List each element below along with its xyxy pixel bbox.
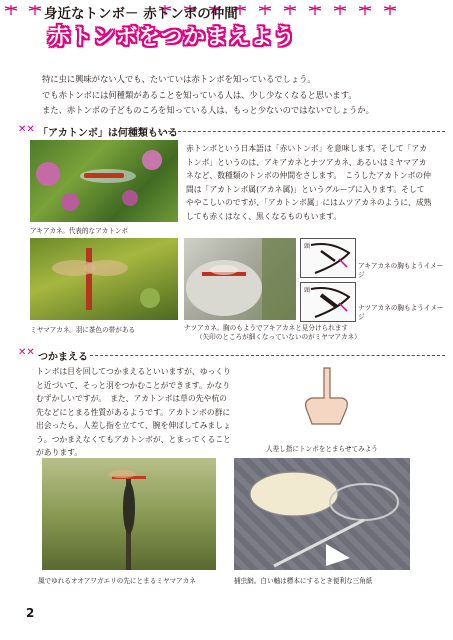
finger-illustration [284, 364, 362, 428]
dragonfly-border-left [4, 4, 42, 16]
caption-insect-net: 捕虫網。白い軸は標本にするとき便利な三角紙 [234, 577, 373, 585]
diagram-natsu-akane-chest [300, 282, 356, 322]
dragonfly-icon [383, 4, 397, 16]
intro-paragraph [42, 72, 442, 119]
section-title: 身近なトンボ－ 赤トンボの仲間 [44, 6, 238, 22]
cross-mark-icon: ✕✕ [18, 124, 35, 135]
divider [90, 355, 445, 361]
dragonfly-icon [4, 4, 18, 16]
caption-miyama-akane: ミヤマアカネ。羽に茶色の帯がある [30, 326, 136, 334]
dragonfly-icon [308, 4, 322, 16]
photo-ooawagaeri [42, 458, 216, 570]
intro-line: でも赤トンボには何種類があることを知っている人は、少し少なくなると思います。 [42, 89, 357, 100]
divider [158, 131, 445, 137]
caption-natsu-akane-1: ナツアカネ。胸のもようでアキアカネと見分けられます [184, 324, 348, 332]
dragonfly-icon [283, 4, 297, 16]
photo-akiakane [30, 140, 178, 222]
dragonfly-icon [28, 4, 42, 16]
section2-body: トンボは目を回してつかまえるといいますが、ゆっくりと近づいて、そっと羽をつかむことができます。かなりむずかしいですが。 また、アカトンボは草の先や杭の先などにとまる性質があるようです。アカトンボの群に出会ったら、人差し指を立てて、腕を伸ばしてみましょう。つかまえなくてもアカトンボが、とまってくることがあります。 [36, 367, 231, 457]
caption-diagram-akiakane: アキアカネの胸もようイメージ [358, 262, 444, 279]
dragonfly-icon [258, 4, 272, 16]
dragonfly-icon [333, 4, 347, 16]
dragonfly-icon [358, 4, 372, 16]
page-headline: 赤トンボをつかまえよう [48, 25, 296, 50]
photo-insect-net [234, 458, 410, 570]
caption-natsu-akane-2: （矢印のところが細くなっていないのがミヤマアカネ） [196, 333, 361, 341]
intro-line: また、赤トンボの子どものころを知っている人は、もっと少ないのではないでしょうか。 [42, 105, 374, 115]
caption-diagram-natsu-akane: ナツアカネの胸もようイメージ [358, 304, 444, 321]
cross-mark-icon: ✕✕ [18, 347, 35, 358]
section1-body: 赤トンボという日本語は「赤いトンボ」を意味します。そして「アカトンボ」というのは、アキアカネとナツアカネ、あるいはミヤマアカネなど、数種類のトンボの仲間をさします。 こうしたアカトンボの仲間は「アカトンボ属(アカネ属)」というグループに入ります。そしてややこしいのですが、「アカトンボ属」にはムツアカネのように、成熟しても赤くはなく、黒くなるものもいます。 [186, 144, 432, 221]
page-number: 2 [26, 606, 35, 620]
caption-akiakane: アキアカネ。代表的なアカトンボ [30, 227, 129, 235]
section2-title: つかまえる [38, 352, 88, 363]
caption-finger: 人差し指にトンボをとまらせてみよう [266, 445, 378, 453]
diagram-head-label: 頭 [304, 287, 311, 294]
diagram-akiakane-chest [300, 238, 356, 278]
section1-title: 「アカトンボ」は何種類もいる [38, 128, 178, 139]
intro-line: 特に虫に興味がない人でも、たいていは赤トンボを知っているでしょう。 [42, 74, 316, 84]
diagram-head-label: 頭 [304, 243, 311, 250]
caption-ooawagaeri: 風でゆれるオオアワガエリの先にとまるミヤマアカネ [38, 577, 196, 585]
photo-miyama-akane [30, 238, 178, 320]
photo-natsu-akane [184, 238, 296, 320]
